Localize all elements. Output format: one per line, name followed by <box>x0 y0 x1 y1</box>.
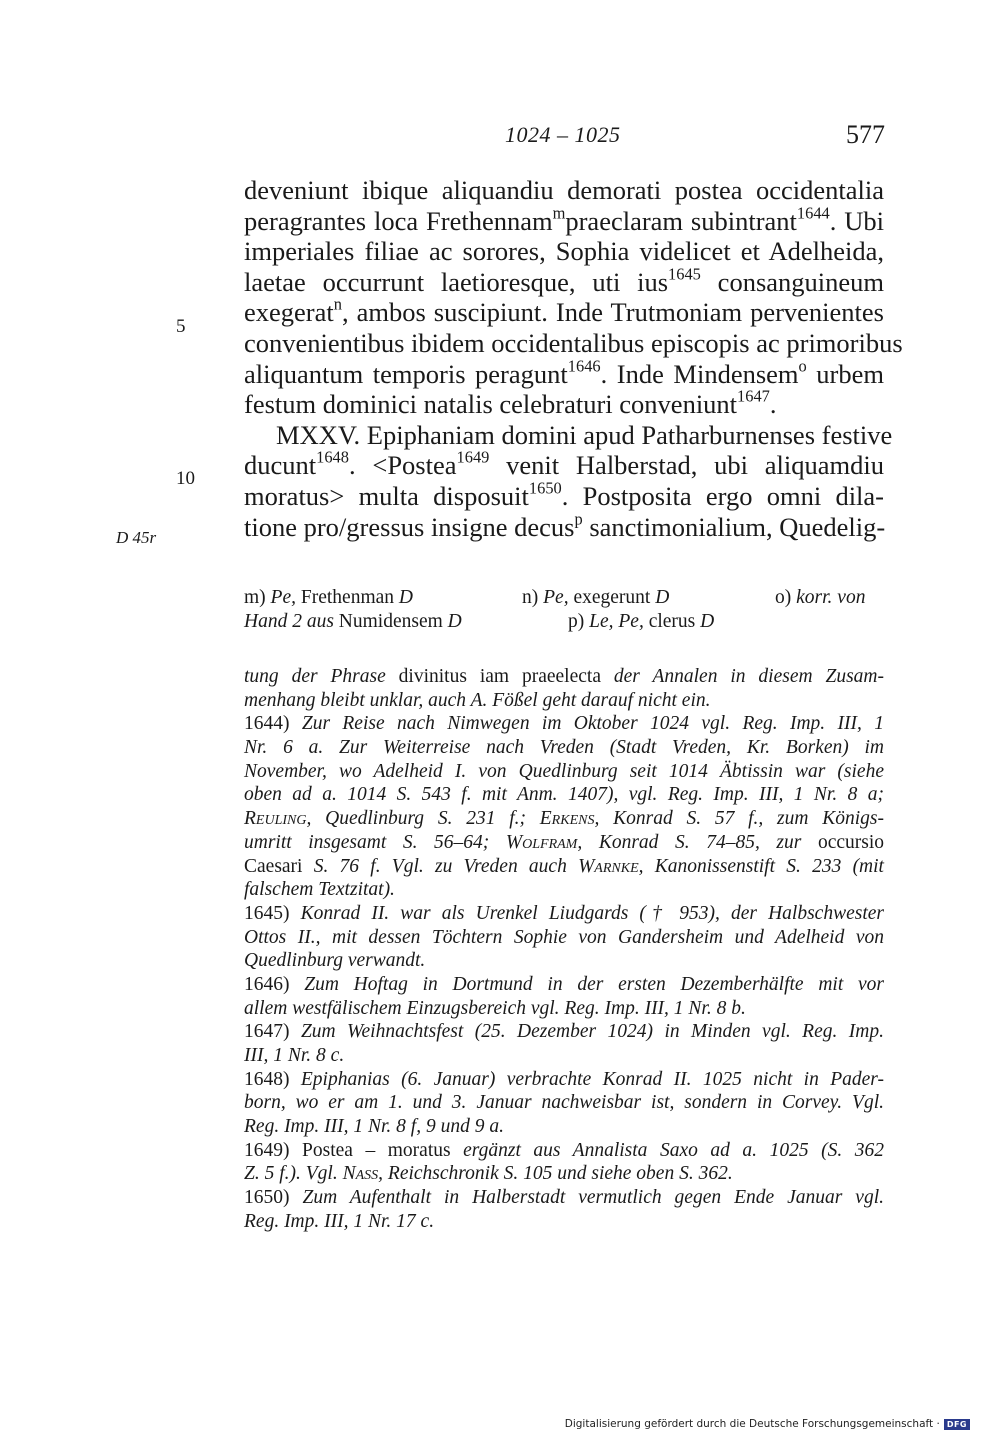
footnote-1648: 1648) Epiphanias (6. Januar) verbrachte Konrad II. 1025 nicht in Pader- <box>244 1068 884 1090</box>
footnote-1644: 1644) Zur Reise nach Nimwegen im Oktober 1024 vgl. Reg. Imp. III, 1 <box>244 713 885 735</box>
folio-marker: D 45r <box>116 528 157 547</box>
footnote-line: born, wo er am 1. und 3. Januar nachweisbar ist, sondern in Corvey. Vgl. <box>244 1092 884 1114</box>
footnote-line: Z. 5 f.). Vgl. Nass, Reichschronik S. 105 und siehe oben S. 362. <box>244 1163 733 1185</box>
footnote-line: Reg. Imp. III, 1 Nr. 8 f, 9 und 9 a. <box>244 1116 504 1138</box>
text-line: aliquantum temporis peragunt$^{1646}$. Inde Mindensem$^o$ urbem <box>244 356 884 389</box>
footnote-line: Caesari S. 76 f. Vgl. zu Vreden auch Warnke, Kanonissenstift S. 233 (mit <box>244 855 884 877</box>
footnote-1650: 1650) Zum Aufenthalt in Halberstadt vermutlich gegen Ende Januar vgl. <box>244 1187 885 1209</box>
text-line: MXXV. Epiphaniam domini apud Patharburnenses festive <box>276 419 893 450</box>
footnote-line: oben ad a. 1014 S. 543 f. mit Anm. 1407), vgl. Reg. Imp. III, 1 Nr. 8 a; <box>244 784 884 806</box>
apparatus-note-o: o) korr. von <box>775 587 866 608</box>
text-line: festum dominici natalis celebraturi conveniunt$^{1647}$. <box>244 386 777 420</box>
text-line: deveniunt ibique aliquandiu demorati postea occidentalia <box>244 175 884 205</box>
footnote-1647: 1647) Zum Weihnachtsfest (25. Dezember 1024) in Minden vgl. Reg. Imp. <box>244 1021 885 1043</box>
apparatus-note-o-cont: Hand 2 aus Numidensem D <box>244 611 462 632</box>
text-line: exegerat$^n$, ambos suscipiunt. Inde Trutmoniam pervenientes <box>244 294 884 328</box>
text-line: ducunt$^{1648}$. <Postea$^{1649}$ venit Halberstad, ubi aliquamdiu <box>244 447 884 481</box>
apparatus-note-p: p) Le, Pe, clerus D <box>568 611 715 632</box>
digitization-credit <box>565 1418 970 1430</box>
text-line: tione pro/gressus insigne decus$^p$ sanctimonialium, Quedelig- <box>244 509 886 542</box>
line-number-10: 10 <box>176 468 195 489</box>
footnote-line: falschem Textzitat). <box>244 879 395 901</box>
footnote-line: Ottos II., mit dessen Töchtern Sophie von Gandersheim und Adelheid von <box>244 926 884 948</box>
footnote-line: menhang bleibt unklar, auch A. Fößel geht darauf nicht ein. <box>244 689 711 711</box>
text-line: peragrantes loca Frethennam$^m$praeclaram subintrant$^{1644}$. Ubi <box>244 203 884 236</box>
footnote-1645: 1645) Konrad II. war als Urenkel Liudgards († 953), der Halbschwester <box>244 902 884 924</box>
footnote-line: tung der Phrase divinitus iam praeelecta der Annalen in diesem Zusam- <box>244 666 885 687</box>
footnote-line: November, wo Adelheid I. von Quedlinburg seit 1014 Äbtissin war (siehe <box>244 760 884 782</box>
main-text <box>244 175 903 542</box>
running-header: 1024 – 1025 <box>505 122 621 147</box>
footnote-line: umritt insgesamt S. 56–64; Wolfram, Konrad S. 74–85, zur occursio <box>244 831 884 853</box>
apparatus-note-m: m) Pe, Frethenman D <box>244 587 413 608</box>
footnote-line: Nr. 6 a. Zur Weiterreise nach Vreden (Stadt Vreden, Kr. Borken) im <box>244 737 884 759</box>
footnote-line: allem westfälischem Einzugsbereich vgl. Reg. Imp. III, 1 Nr. 8 b. <box>244 997 746 1019</box>
text-line: moratus> multa disposuit$^{1650}$. Postposita ergo omni dila- <box>244 478 885 511</box>
footnote-line: Reuling, Quedlinburg S. 231 f.; Erkens, Konrad S. 57 f., zum Königs- <box>244 808 884 830</box>
line-number-5: 5 <box>176 316 186 337</box>
footnote-1649: 1649) Postea – moratus ergänzt aus Annalista Saxo ad a. 1025 (S. 362 <box>244 1139 885 1161</box>
page-number: 577 <box>846 120 885 149</box>
apparatus-note-n: n) Pe, exegerunt D <box>522 587 670 608</box>
dfg-logo: DFG <box>944 1419 970 1430</box>
footnotes <box>244 665 884 1234</box>
text-line: imperiales filiae ac sorores, Sophia videlicet et Adelheida, <box>244 236 884 267</box>
footnote-line: III, 1 Nr. 8 c. <box>244 1045 345 1066</box>
credit-text: Digitalisierung gefördert durch die Deutsche Forschungsgemeinschaft · <box>564 1418 940 1430</box>
text-line: convenientibus ibidem occidentalibus episcopis ac primoribus <box>244 327 903 358</box>
footnote-1646: 1646) Zum Hoftag in Dortmund in der ersten Dezemberhälfte mit vor <box>244 973 884 995</box>
footnote-line: Quedlinburg verwandt. <box>244 950 426 972</box>
text-line: laetae occurrunt laetioresque, uti ius$^{1645}$ consanguineum <box>244 264 885 297</box>
footnote-line: Reg. Imp. III, 1 Nr. 17 c. <box>244 1210 435 1232</box>
